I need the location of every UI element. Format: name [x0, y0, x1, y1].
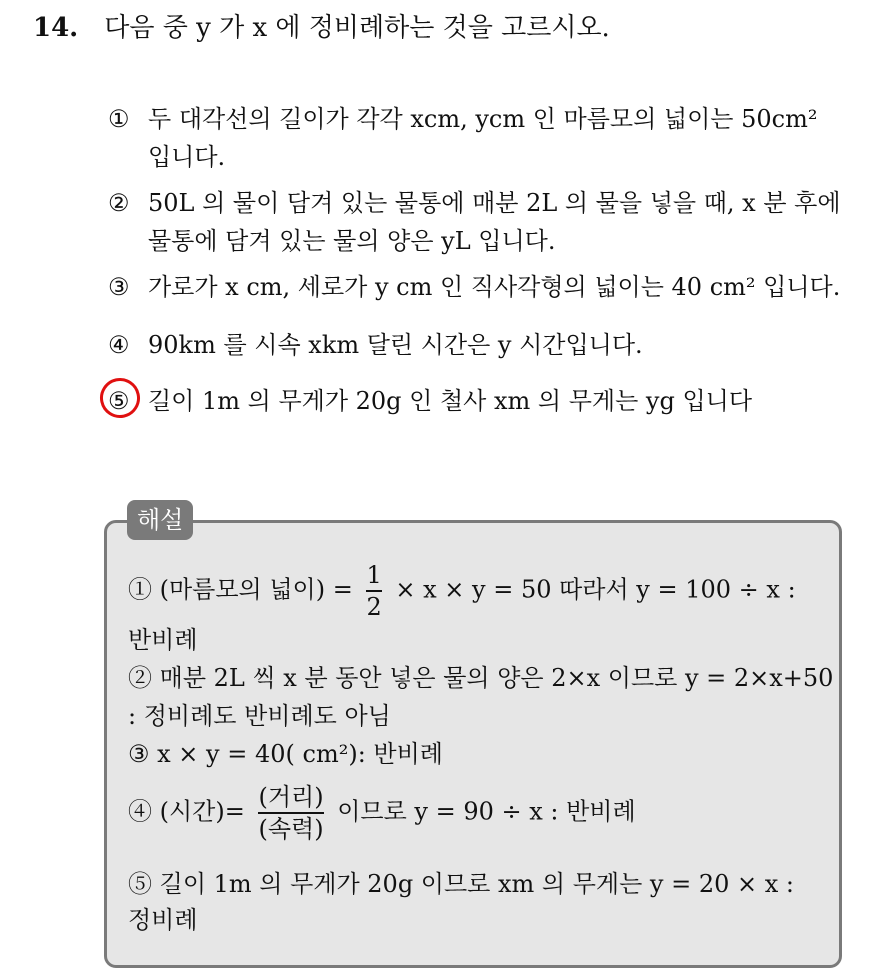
option-4-text: 90km 를 시속 xkm 달린 시간은 y 시간입니다.: [148, 331, 643, 359]
option-2-text: 50L 의 물이 담겨 있는 물통에 매분 2L 의 물을 넣을 때, x 분 후에 물통에 담겨 있는 물의 양은 yL 입니다.: [148, 189, 841, 255]
option-4[interactable]: [108, 326, 643, 364]
explanation-line-4: [128, 782, 636, 844]
option-3-text: 가로가 x cm, 세로가 y cm 인 직사각형의 넓이는 40 cm² 입니다.: [148, 273, 841, 301]
line4-frac-numerator: (거리): [258, 783, 324, 811]
line1-prefix: ① (마름모의 넓이) =: [128, 575, 353, 604]
line1-frac-denominator: 2: [366, 593, 382, 621]
line4-frac-denominator: (속력): [258, 815, 324, 843]
option-2-mark: ②: [108, 189, 130, 217]
explanation-line-1: [128, 560, 796, 622]
answer-circle-icon: [96, 374, 143, 421]
line2-continuation: : 정비례도 반비례도 아님: [128, 702, 391, 730]
option-5-mark: [108, 382, 148, 420]
option-5-mark-text: ⑤: [108, 387, 130, 415]
line1-continuation: 반비례: [128, 626, 198, 654]
question-number: 14.: [33, 13, 79, 43]
option-1[interactable]: [108, 100, 848, 176]
explanation-line-2: ② 매분 2L 씩 x 분 동안 넣은 물의 양은 2×x 이므로 y = 2×x+50: [128, 664, 834, 692]
option-1-text: 두 대각선의 길이가 각각 xcm, ycm 인 마름모의 넓이는 50cm² 입니다.: [148, 105, 818, 171]
option-1-mark: ①: [108, 105, 130, 133]
line4-fraction: [258, 782, 323, 844]
line1-suffix: × x × y = 50 따라서 y = 100 ÷ x :: [395, 575, 796, 604]
line5-continuation: 정비례: [128, 906, 198, 934]
explanation-line-3: ③ x × y = 40( cm²): 반비례: [128, 740, 443, 768]
line4-prefix: ④ (시간)=: [128, 797, 245, 826]
option-4-mark: ④: [108, 331, 130, 359]
explanation-tab: 해설: [127, 500, 193, 540]
explanation-line-5: ⑤ 길이 1m 의 무게가 20g 이므로 xm 의 무게는 y = 20 × x :: [128, 870, 794, 898]
option-2[interactable]: [108, 184, 848, 260]
line1-fraction: [366, 560, 381, 622]
question-header: [33, 10, 610, 46]
line4-suffix: 이므로 y = 90 ÷ x : 반비례: [337, 797, 636, 826]
option-3[interactable]: [108, 268, 840, 306]
option-3-mark: ③: [108, 273, 130, 301]
question-text: 다음 중 y 가 x 에 정비례하는 것을 고르시오.: [104, 13, 610, 43]
line1-frac-numerator: 1: [366, 561, 382, 589]
option-5-text: 길이 1m 의 무게가 20g 인 철사 xm 의 무게는 yg 입니다: [148, 387, 753, 415]
option-5[interactable]: [108, 382, 752, 420]
